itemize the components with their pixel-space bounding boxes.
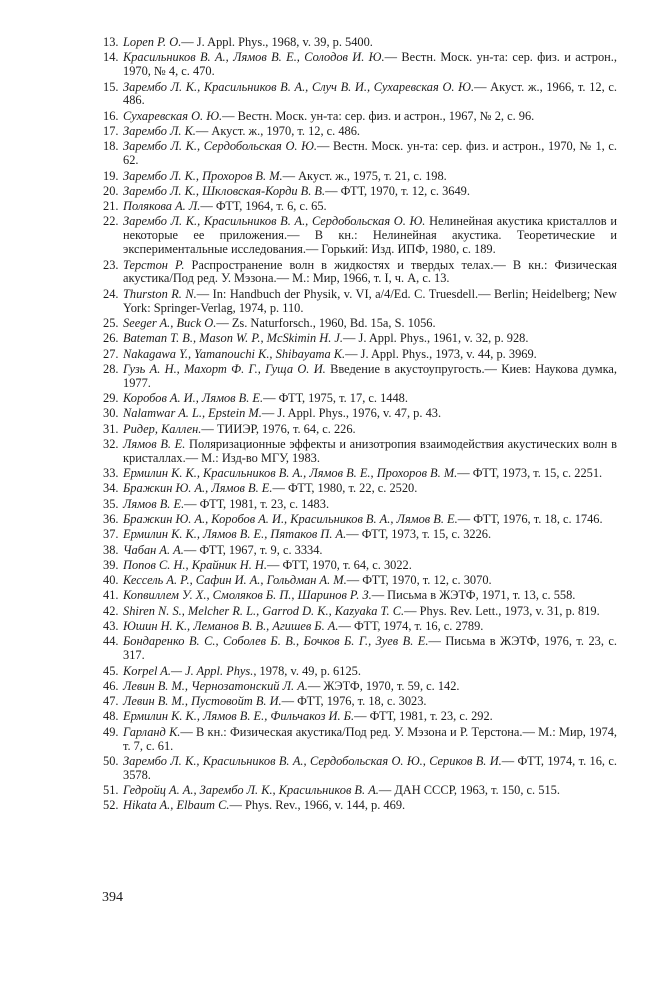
reference-number: 46.	[103, 678, 119, 693]
reference-authors: Лямов В. Е.	[123, 436, 186, 451]
reference-body	[123, 574, 617, 588]
reference-body	[123, 125, 617, 139]
reference-authors: Ермилин К. К., Лямов В. Е., Пятаков П. А.	[123, 527, 347, 542]
reference-number: 34.	[103, 481, 119, 496]
reference-text: — ФТТ, 1980, т. 22, с. 2520.	[272, 481, 418, 496]
reference-number: 44.	[103, 634, 119, 649]
reference-authors: Korpel A.— J. Appl. Phys.	[123, 663, 254, 678]
reference-item	[103, 170, 617, 184]
reference-item	[103, 482, 617, 496]
reference-number: 27.	[103, 346, 119, 361]
reference-body	[123, 544, 617, 558]
reference-item	[103, 363, 617, 391]
reference-number: 45.	[103, 663, 119, 678]
reference-item	[103, 755, 617, 783]
reference-text: , 1978, v. 49, p. 6125.	[253, 663, 361, 678]
reference-body	[123, 726, 617, 754]
reference-item	[103, 799, 617, 813]
reference-number: 35.	[103, 496, 119, 511]
reference-authors: Зарембо Л. К.	[123, 124, 196, 138]
reference-text: — J. Appl. Phys., 1968, v. 39, p. 5400.	[181, 35, 373, 49]
reference-authors: Гузь А. Н., Махорт Ф. Г., Гуща О. И.	[123, 361, 326, 376]
reference-body	[123, 363, 617, 391]
reference-authors: Кессель А. Р., Сафин И. А., Гольдман А. М.	[123, 573, 347, 588]
reference-list	[103, 36, 617, 813]
reference-body	[123, 605, 617, 619]
reference-number: 31.	[103, 421, 119, 436]
reference-item	[103, 467, 617, 481]
reference-body	[123, 799, 617, 813]
reference-authors: Bateman T. B., Mason W. P., McSkimin H. J.	[123, 331, 344, 346]
reference-text: — Акуст. ж., 1966, т. 12, с. 486.	[123, 79, 617, 108]
reference-item	[103, 288, 617, 316]
reference-authors: Чабан А. А.	[123, 542, 184, 557]
reference-text: Введение в акустоупругость.— Киев: Наукова думка, 1977.	[123, 361, 617, 390]
reference-authors: Красильников В. А., Лямов В. Е., Солодов И. Ю.	[123, 50, 385, 65]
reference-body	[123, 423, 617, 437]
reference-text: — ДАН СССР, 1963, т. 150, с. 515.	[378, 783, 560, 798]
reference-text: — ФТТ, 1975, т. 17, с. 1448.	[263, 391, 408, 405]
reference-number: 21.	[103, 199, 119, 214]
reference-body	[123, 635, 617, 663]
reference-item	[103, 589, 617, 603]
reference-body	[123, 140, 617, 168]
reference-authors: Зарембо Л. К., Красильников В. А., Случ В. И., Сухаревская О. Ю.	[123, 79, 475, 94]
reference-item	[103, 710, 617, 724]
reference-authors: Юшин Н. К., Леманов В. В., Агишев Б. А.	[123, 619, 339, 634]
reference-text: — J. Appl. Phys., 1976, v. 47, p. 43.	[261, 406, 442, 421]
reference-item	[103, 317, 617, 331]
reference-item	[103, 544, 617, 558]
reference-number: 36.	[103, 511, 119, 526]
reference-number: 23.	[103, 257, 119, 272]
reference-text: — Акуст. ж., 1970, т. 12, с. 486.	[195, 124, 361, 138]
reference-authors: Полякова А. Л.	[123, 199, 201, 214]
reference-authors: Hikata A., Elbaum C.	[123, 798, 230, 813]
reference-body	[123, 110, 617, 124]
reference-item	[103, 498, 617, 512]
reference-body	[123, 215, 617, 257]
reference-body	[123, 348, 617, 362]
reference-authors: Левин В. М., Пустовойт В. И.	[123, 694, 282, 709]
reference-body	[123, 438, 617, 466]
reference-number: 32.	[103, 436, 119, 451]
reference-text: — Вестн. Моск. ун-та: сер. физ. и астрон., 1970, № 1, с. 62.	[123, 139, 617, 168]
reference-item	[103, 423, 617, 437]
reference-authors: Зарембо Л. К., Шкловская-Корди В. В.	[123, 183, 326, 198]
reference-text: — ФТТ, 1974, т. 16, с. 2789.	[338, 619, 484, 634]
reference-body	[123, 695, 617, 709]
reference-body	[123, 170, 617, 184]
reference-body	[123, 482, 617, 496]
reference-text: — ФТТ, 1970, т. 12, с. 3649.	[325, 183, 470, 198]
reference-item	[103, 110, 617, 124]
reference-number: 41.	[103, 588, 119, 603]
reference-authors: Попов С. Н., Крайник Н. Н.	[123, 557, 267, 572]
reference-authors: Терстон Р.	[123, 257, 185, 272]
reference-number: 52.	[103, 798, 119, 813]
reference-authors: Гедройц А. А., Зарембо Л. К., Красильников В. А.	[123, 783, 379, 798]
reference-authors: Сухаревская О. Ю.	[123, 108, 223, 123]
reference-number: 48.	[103, 709, 119, 724]
reference-number: 38.	[103, 542, 119, 557]
reference-body	[123, 317, 617, 331]
reference-text: — ТИИЭР, 1976, т. 64, с. 226.	[201, 421, 356, 436]
reference-text: — В кн.: Физическая акустика/Под ред. У. Мэзона и Р. Терстона.— М.: Мир, 1974, т. 7, с. 61.	[123, 724, 617, 753]
page-number: 394	[102, 890, 123, 905]
reference-item	[103, 392, 617, 406]
reference-item	[103, 200, 617, 214]
reference-item	[103, 695, 617, 709]
reference-number: 50.	[103, 753, 119, 768]
reference-text: — Phys. Rev., 1966, v. 144, p. 469.	[229, 798, 406, 813]
reference-item	[103, 559, 617, 573]
reference-body	[123, 185, 617, 199]
reference-authors: Зарембо Л. К., Красильников В. А., Сердобольская О. Ю., Сериков В. И.	[123, 753, 502, 768]
reference-body	[123, 589, 617, 603]
reference-number: 20.	[103, 183, 119, 198]
reference-body	[123, 467, 617, 481]
reference-authors: Ридер, Каллен.	[123, 421, 202, 436]
reference-authors: Зарембо Л. К., Сердобольская О. Ю.	[123, 139, 318, 154]
reference-number: 16.	[103, 108, 119, 123]
reference-authors: Nalamwar A. L., Epstein M.	[123, 406, 262, 421]
reference-body	[123, 51, 617, 79]
reference-item	[103, 635, 617, 663]
reference-item	[103, 620, 617, 634]
reference-authors: Коробов А. И., Лямов В. Е.	[123, 391, 264, 405]
reference-text: — ФТТ, 1981, т. 23, с. 1483.	[184, 496, 330, 511]
reference-text: — ФТТ, 1973, т. 15, с. 2251.	[457, 466, 603, 481]
reference-body	[123, 498, 617, 512]
reference-text: — ФТТ, 1974, т. 16, с. 3578.	[123, 753, 617, 782]
reference-authors: Левин В. М., Чернозатонский Л. А.	[123, 678, 308, 693]
reference-number: 39.	[103, 557, 119, 572]
reference-number: 15.	[103, 79, 119, 94]
reference-item	[103, 407, 617, 421]
reference-body	[123, 513, 617, 527]
reference-number: 37.	[103, 527, 119, 542]
reference-text: — ФТТ, 1970, т. 64, с. 3022.	[266, 557, 412, 572]
reference-number: 26.	[103, 331, 119, 346]
reference-number: 40.	[103, 573, 119, 588]
reference-authors: Seeger A., Buck O.	[123, 315, 217, 330]
reference-number: 51.	[103, 783, 119, 798]
reference-authors: Гарланд К.	[123, 724, 181, 739]
reference-body	[123, 784, 617, 798]
reference-body	[123, 559, 617, 573]
reference-body	[123, 288, 617, 316]
reference-number: 43.	[103, 619, 119, 634]
reference-body	[123, 620, 617, 634]
reference-number: 22.	[103, 214, 119, 229]
reference-text: — Акуст. ж., 1975, т. 21, с. 198.	[282, 168, 447, 183]
reference-authors: Бражкин Ю. А., Коробов А. И., Красильников В. А., Лямов В. Е.	[123, 511, 458, 526]
reference-text: — In: Handbuch der Physik, v. VI, a/4/Ed. C. Truesdell.— Berlin; Heidelberg; New York: Springer-Verlag, 1974, p. 110.	[123, 286, 618, 315]
reference-item	[103, 528, 617, 542]
reference-text: — Zs. Naturforsch., 1960, Bd. 15a, S. 1056.	[216, 315, 436, 330]
reference-number: 28.	[103, 361, 119, 376]
reference-text: — Письма в ЖЭТФ, 1976, т. 23, с. 317.	[123, 634, 617, 663]
reference-body	[123, 81, 617, 109]
reference-body	[123, 259, 617, 287]
reference-body	[123, 36, 617, 50]
reference-item	[103, 51, 617, 79]
reference-text: — ФТТ, 1964, т. 6, с. 65.	[200, 199, 327, 214]
reference-item	[103, 259, 617, 287]
reference-text: — ФТТ, 1967, т. 9, с. 3334.	[183, 542, 323, 557]
reference-item	[103, 125, 617, 139]
reference-authors: Бондаренко В. С., Соболев Б. В., Бочков Б. Г., Зуев В. Е.	[123, 634, 429, 649]
reference-item	[103, 438, 617, 466]
reference-item	[103, 81, 617, 109]
reference-number: 19.	[103, 168, 119, 183]
reference-body	[123, 528, 617, 542]
reference-item	[103, 574, 617, 588]
reference-authors: Лямов В. Е.	[123, 496, 185, 511]
reference-item	[103, 348, 617, 362]
reference-body	[123, 392, 617, 406]
reference-text: Поляризационные эффекты и анизотропия взаимодействия акустических волн в кристаллах.— М.: Изд-во МГУ, 1983.	[123, 436, 617, 465]
reference-text: — Phys. Rev. Lett., 1973, v. 31, p. 819.	[404, 603, 600, 618]
reference-authors: Бражкин Ю. А., Лямов В. Е.	[123, 481, 273, 496]
reference-text: — J. Appl. Phys., 1961, v. 32, p. 928.	[343, 331, 529, 346]
reference-text: — ФТТ, 1976, т. 18, с. 3023.	[281, 694, 427, 709]
reference-text: — Письма в ЖЭТФ, 1971, т. 13, с. 558.	[371, 588, 576, 603]
reference-item	[103, 680, 617, 694]
reference-number: 30.	[103, 406, 119, 421]
reference-text: — ФТТ, 1970, т. 12, с. 3070.	[346, 573, 492, 588]
reference-item	[103, 726, 617, 754]
reference-text: — ФТТ, 1981, т. 23, с. 292.	[354, 709, 493, 724]
reference-body	[123, 755, 617, 783]
reference-text: — J. Appl. Phys., 1973, v. 44, p. 3969.	[345, 346, 537, 361]
reference-number: 24.	[103, 286, 119, 301]
reference-item	[103, 140, 617, 168]
reference-number: 18.	[103, 139, 119, 154]
reference-text: — ЖЭТФ, 1970, т. 59, с. 142.	[307, 678, 460, 693]
reference-item	[103, 605, 617, 619]
reference-authors: Зарембо Л. К., Прохоров В. М.	[123, 168, 283, 183]
reference-authors: Зарембо Л. К., Красильников В. А., Сердобольская О. Ю.	[123, 214, 426, 229]
reference-authors: Копвиллем У. Х., Смоляков Б. П., Шаринов Р. З.	[123, 588, 372, 603]
reference-number: 49.	[103, 724, 119, 739]
reference-text: — ФТТ, 1976, т. 18, с. 1746.	[457, 511, 603, 526]
reference-authors: Thurston R. N.	[123, 286, 197, 301]
reference-body	[123, 665, 617, 679]
reference-body	[123, 407, 617, 421]
reference-authors: Shiren N. S., Melcher R. L., Garrod D. K., Kazyaka T. C.	[123, 603, 405, 618]
reference-item	[103, 665, 617, 679]
reference-authors: Lopen P. O.	[123, 35, 182, 49]
reference-body	[123, 710, 617, 724]
reference-item	[103, 784, 617, 798]
reference-item	[103, 513, 617, 527]
reference-number: 25.	[103, 315, 119, 330]
reference-body	[123, 200, 617, 214]
reference-body	[123, 332, 617, 346]
reference-body	[123, 680, 617, 694]
reference-item	[103, 36, 617, 50]
reference-authors: Nakagawa Y., Yamanouchi K., Shibayama K.	[123, 346, 346, 361]
reference-item	[103, 215, 617, 257]
reference-number: 14.	[103, 50, 119, 65]
reference-number: 42.	[103, 603, 119, 618]
reference-text: — ФТТ, 1973, т. 15, с. 3226.	[346, 527, 492, 542]
reference-item	[103, 332, 617, 346]
reference-text: — Вестн. Моск. ун-та: сер. физ. и астрон., 1967, № 2, с. 96.	[222, 108, 535, 123]
reference-number: 29.	[103, 391, 119, 405]
reference-text: — Вестн. Моск. ун-та: сер. физ. и астрон., 1970, № 4, с. 470.	[123, 50, 618, 79]
reference-number: 13.	[103, 35, 119, 49]
reference-number: 33.	[103, 466, 119, 481]
reference-text: Распространение волн в жидкостях и твердых телах.— В кн.: Физическая акустика/Под ред. У. Мэзона.— М.: Мир, 1966, т. I, ч. А, с. 13.	[123, 257, 618, 286]
reference-authors: Ермилин К. К., Лямов В. Е., Фильчакоз И. Б.	[123, 709, 355, 724]
reference-authors: Ермилин К. К., Красильников В. А., Лямов В. Е., Прохоров В. М.	[123, 466, 458, 481]
reference-number: 17.	[103, 124, 119, 138]
reference-item	[103, 185, 617, 199]
reference-text: Нелинейная акустика кристаллов и некоторые ее приложения.— В кн.: Нелинейная акустика. Теоретические и экспериментальные исследования.— Горький: Изд. ИПФ, 1980, с. 189.	[123, 214, 617, 257]
reference-number: 47.	[103, 694, 119, 709]
